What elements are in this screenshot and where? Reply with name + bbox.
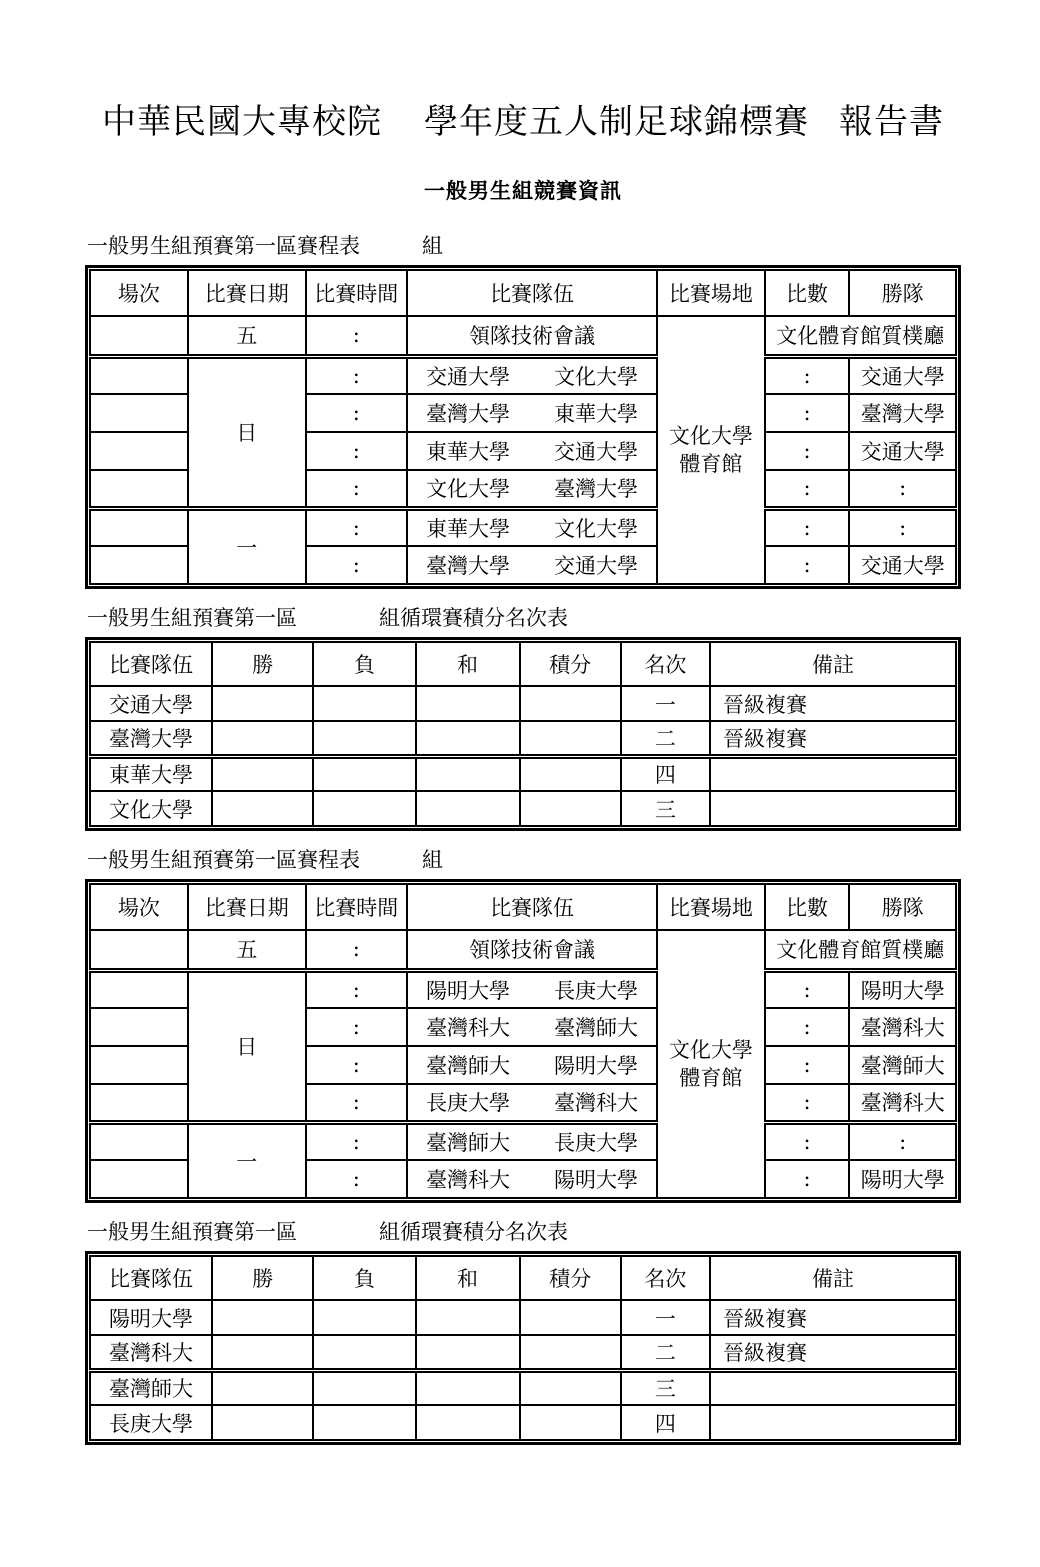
draws-cell	[416, 686, 520, 721]
home-team: 臺灣科大	[426, 1016, 511, 1040]
standings-header-row	[90, 642, 956, 686]
standings-row	[90, 1300, 956, 1335]
home-team: 文化大學	[426, 477, 511, 502]
wins-cell	[212, 791, 313, 826]
wins-cell	[212, 1405, 313, 1440]
standings-row	[90, 1335, 956, 1370]
winner-cell: :	[849, 470, 956, 508]
away-team: 長庚大學	[554, 1130, 639, 1155]
draws-cell	[416, 1405, 520, 1440]
rank-cell: 二	[621, 721, 710, 756]
title-part-report: 報告書	[839, 102, 944, 142]
match-row	[90, 356, 956, 394]
standings-row	[90, 1370, 956, 1405]
date-cell: 五	[188, 930, 306, 970]
meeting-hall-cell: 文化體育館質樸廳	[765, 930, 956, 970]
column-header-venue: 比賽場地	[657, 270, 764, 316]
losses-cell	[313, 686, 415, 721]
column-header-score: 比數	[765, 884, 850, 930]
match-row	[90, 1122, 956, 1160]
away-team: 臺灣科大	[554, 1091, 639, 1116]
home-team: 長庚大學	[426, 1091, 511, 1116]
schedule-header-row	[90, 270, 956, 316]
winner-cell: 陽明大學	[849, 970, 956, 1008]
score-cell: :	[765, 508, 850, 546]
team-cell: 長庚大學	[90, 1405, 212, 1440]
remarks-cell	[710, 1370, 956, 1405]
home-team: 臺灣科大	[426, 1168, 511, 1192]
rank-cell: 三	[621, 1370, 710, 1405]
points-cell	[520, 1335, 621, 1370]
venue-line1: 文化大學	[668, 1037, 753, 1062]
wins-cell	[212, 1300, 313, 1335]
points-cell	[520, 721, 621, 756]
teams-cell	[407, 1160, 657, 1198]
match-row	[90, 508, 956, 546]
column-header-team: 比賽隊伍	[90, 1256, 212, 1300]
rank-cell: 一	[621, 686, 710, 721]
losses-cell	[313, 1300, 415, 1335]
wins-cell	[212, 686, 313, 721]
standings-caption-2	[87, 1216, 961, 1246]
time-cell: :	[306, 394, 407, 432]
winner-cell: :	[849, 508, 956, 546]
venue-line1: 文化大學	[668, 423, 753, 448]
schedule-table-1-frame	[85, 265, 961, 589]
column-header-remarks: 備註	[710, 1256, 956, 1300]
winner-cell: 交通大學	[849, 546, 956, 584]
page-subtitle: 一般男生組競賽資訊	[424, 178, 622, 203]
meeting-hall-cell: 文化體育館質樸廳	[765, 316, 956, 356]
winner-cell: 臺灣科大	[849, 1084, 956, 1122]
standings-table-2	[89, 1255, 957, 1441]
venue-line2: 體育館	[679, 1066, 743, 1090]
teams-cell	[407, 470, 657, 508]
wins-cell	[212, 721, 313, 756]
schedule-table-1	[89, 269, 957, 585]
winner-cell: 臺灣科大	[849, 1008, 956, 1046]
time-cell: :	[306, 432, 407, 470]
standings-table-1-frame	[85, 637, 961, 831]
away-team: 文化大學	[554, 364, 639, 389]
page-title	[85, 94, 961, 143]
column-header-winner: 勝隊	[849, 884, 956, 930]
match-no-cell	[90, 1160, 188, 1198]
schedule-table-2-frame	[85, 879, 961, 1203]
points-cell	[520, 1300, 621, 1335]
away-team: 陽明大學	[554, 1168, 639, 1192]
away-team: 陽明大學	[554, 1054, 639, 1078]
team-cell: 臺灣科大	[90, 1335, 212, 1370]
winner-cell: 陽明大學	[849, 1160, 956, 1198]
teams-cell	[407, 1084, 657, 1122]
standings-table-2-frame	[85, 1251, 961, 1445]
caption-text: 一般男生組預賽第一區	[87, 606, 297, 630]
away-team: 文化大學	[554, 516, 639, 541]
column-header-rank: 名次	[621, 1256, 710, 1300]
draws-cell	[416, 1370, 520, 1405]
team-cell: 臺灣大學	[90, 721, 212, 756]
time-cell: :	[306, 1084, 407, 1122]
time-cell: :	[306, 546, 407, 584]
winner-cell: 臺灣師大	[849, 1046, 956, 1084]
losses-cell	[313, 1335, 415, 1370]
standings-row	[90, 721, 956, 756]
team-cell: 陽明大學	[90, 1300, 212, 1335]
time-cell: :	[306, 930, 407, 970]
caption-text: 一般男生組預賽第一區賽程表	[87, 848, 360, 872]
teams-cell	[407, 1046, 657, 1084]
venue-cell	[657, 930, 764, 1198]
team-cell: 臺灣師大	[90, 1370, 212, 1405]
column-header-remarks: 備註	[710, 642, 956, 686]
caption-group-label: 組	[422, 234, 443, 258]
score-cell: :	[765, 394, 850, 432]
match-no-cell	[90, 930, 188, 970]
draws-cell	[416, 791, 520, 826]
column-header-team: 比賽隊伍	[90, 642, 212, 686]
draws-cell	[416, 721, 520, 756]
time-cell: :	[306, 356, 407, 394]
remarks-cell: 晉級複賽	[710, 1300, 956, 1335]
caption-suffix: 組循環賽積分名次表	[379, 606, 568, 630]
column-header-match-no: 場次	[90, 884, 188, 930]
schedule-caption-1	[87, 230, 961, 260]
venue-line2: 體育館	[679, 452, 743, 476]
match-no-cell	[90, 508, 188, 546]
away-team: 交通大學	[554, 554, 639, 578]
losses-cell	[313, 1370, 415, 1405]
event-cell: 領隊技術會議	[407, 316, 657, 356]
draws-cell	[416, 756, 520, 791]
score-cell: :	[765, 432, 850, 470]
points-cell	[520, 756, 621, 791]
home-team: 臺灣大學	[426, 402, 511, 426]
match-no-cell	[90, 470, 188, 508]
remarks-cell	[710, 791, 956, 826]
score-cell: :	[765, 356, 850, 394]
schedule-table-2	[89, 883, 957, 1199]
rank-cell: 二	[621, 1335, 710, 1370]
teams-cell	[407, 1008, 657, 1046]
time-cell: :	[306, 316, 407, 356]
standings-row	[90, 686, 956, 721]
column-header-rank: 名次	[621, 642, 710, 686]
teams-cell	[407, 508, 657, 546]
rank-cell: 三	[621, 791, 710, 826]
event-cell: 領隊技術會議	[407, 930, 657, 970]
match-no-cell	[90, 1046, 188, 1084]
points-cell	[520, 686, 621, 721]
column-header-points: 積分	[520, 642, 621, 686]
points-cell	[520, 1370, 621, 1405]
rank-cell: 一	[621, 1300, 710, 1335]
caption-suffix: 組循環賽積分名次表	[379, 1220, 568, 1244]
remarks-cell	[710, 756, 956, 791]
match-no-cell	[90, 1008, 188, 1046]
draws-cell	[416, 1300, 520, 1335]
rank-cell: 四	[621, 1405, 710, 1440]
standings-header-row	[90, 1256, 956, 1300]
column-header-losses: 負	[313, 1256, 415, 1300]
teams-cell	[407, 394, 657, 432]
score-cell: :	[765, 1084, 850, 1122]
time-cell: :	[306, 470, 407, 508]
teams-cell	[407, 356, 657, 394]
home-team: 陽明大學	[426, 978, 511, 1003]
teams-cell	[407, 1122, 657, 1160]
column-header-draws: 和	[416, 642, 520, 686]
date-cell: 五	[188, 316, 306, 356]
remarks-cell: 晉級複賽	[710, 686, 956, 721]
meeting-row	[90, 930, 956, 970]
date-cell: 一	[188, 1122, 306, 1198]
teams-cell	[407, 970, 657, 1008]
column-header-draws: 和	[416, 1256, 520, 1300]
schedule-caption-2	[87, 844, 961, 874]
remarks-cell: 晉級複賽	[710, 1335, 956, 1370]
away-team: 臺灣師大	[554, 1016, 639, 1040]
score-cell: :	[765, 1160, 850, 1198]
match-no-cell	[90, 1084, 188, 1122]
time-cell: :	[306, 508, 407, 546]
score-cell: :	[765, 1046, 850, 1084]
team-cell: 文化大學	[90, 791, 212, 826]
column-header-date: 比賽日期	[188, 884, 306, 930]
meeting-row	[90, 316, 956, 356]
score-cell: :	[765, 546, 850, 584]
home-team: 東華大學	[426, 440, 511, 464]
column-header-wins: 勝	[212, 642, 313, 686]
winner-cell: 交通大學	[849, 432, 956, 470]
match-no-cell	[90, 394, 188, 432]
column-header-date: 比賽日期	[188, 270, 306, 316]
home-team: 東華大學	[426, 516, 511, 541]
caption-text: 一般男生組預賽第一區賽程表	[87, 234, 360, 258]
column-header-losses: 負	[313, 642, 415, 686]
venue-cell	[657, 316, 764, 584]
title-part-event: 學年度五人制足球錦標賽	[424, 102, 809, 142]
match-no-cell	[90, 356, 188, 394]
winner-cell: 交通大學	[849, 356, 956, 394]
time-cell: :	[306, 1008, 407, 1046]
rank-cell: 四	[621, 756, 710, 791]
match-row	[90, 970, 956, 1008]
wins-cell	[212, 1335, 313, 1370]
standings-row	[90, 1405, 956, 1440]
time-cell: :	[306, 970, 407, 1008]
column-header-time: 比賽時間	[306, 270, 407, 316]
column-header-teams: 比賽隊伍	[407, 884, 657, 930]
column-header-teams: 比賽隊伍	[407, 270, 657, 316]
column-header-score: 比數	[765, 270, 850, 316]
caption-group-label: 組	[422, 848, 443, 872]
caption-text: 一般男生組預賽第一區	[87, 1220, 297, 1244]
date-cell: 日	[188, 970, 306, 1122]
title-part-org: 中華民國大專校院	[102, 102, 382, 142]
winner-cell: :	[849, 1122, 956, 1160]
score-cell: :	[765, 470, 850, 508]
column-header-wins: 勝	[212, 1256, 313, 1300]
column-header-venue: 比賽場地	[657, 884, 764, 930]
match-no-cell	[90, 970, 188, 1008]
away-team: 交通大學	[554, 440, 639, 464]
score-cell: :	[765, 1122, 850, 1160]
winner-cell: 臺灣大學	[849, 394, 956, 432]
match-no-cell	[90, 546, 188, 584]
wins-cell	[212, 1370, 313, 1405]
time-cell: :	[306, 1046, 407, 1084]
date-cell: 日	[188, 356, 306, 508]
teams-cell	[407, 432, 657, 470]
wins-cell	[212, 756, 313, 791]
draws-cell	[416, 1335, 520, 1370]
score-cell: :	[765, 970, 850, 1008]
column-header-winner: 勝隊	[849, 270, 956, 316]
time-cell: :	[306, 1122, 407, 1160]
home-team: 臺灣師大	[426, 1054, 511, 1078]
losses-cell	[313, 1405, 415, 1440]
column-header-time: 比賽時間	[306, 884, 407, 930]
losses-cell	[313, 756, 415, 791]
column-header-points: 積分	[520, 1256, 621, 1300]
match-no-cell	[90, 316, 188, 356]
standings-table-1	[89, 641, 957, 827]
column-header-match-no: 場次	[90, 270, 188, 316]
away-team: 東華大學	[554, 402, 639, 426]
team-cell: 交通大學	[90, 686, 212, 721]
match-no-cell	[90, 432, 188, 470]
score-cell: :	[765, 1008, 850, 1046]
standings-caption-1	[87, 602, 961, 632]
report-page	[0, 94, 1040, 1567]
away-team: 臺灣大學	[554, 477, 639, 502]
remarks-cell: 晉級複賽	[710, 721, 956, 756]
home-team: 交通大學	[426, 364, 511, 389]
teams-cell	[407, 546, 657, 584]
losses-cell	[313, 721, 415, 756]
points-cell	[520, 1405, 621, 1440]
home-team: 臺灣大學	[426, 554, 511, 578]
match-no-cell	[90, 1122, 188, 1160]
standings-row	[90, 791, 956, 826]
team-cell: 東華大學	[90, 756, 212, 791]
date-cell: 一	[188, 508, 306, 584]
away-team: 長庚大學	[554, 978, 639, 1003]
home-team: 臺灣師大	[426, 1130, 511, 1155]
remarks-cell	[710, 1405, 956, 1440]
losses-cell	[313, 791, 415, 826]
standings-row	[90, 756, 956, 791]
points-cell	[520, 791, 621, 826]
schedule-header-row	[90, 884, 956, 930]
time-cell: :	[306, 1160, 407, 1198]
